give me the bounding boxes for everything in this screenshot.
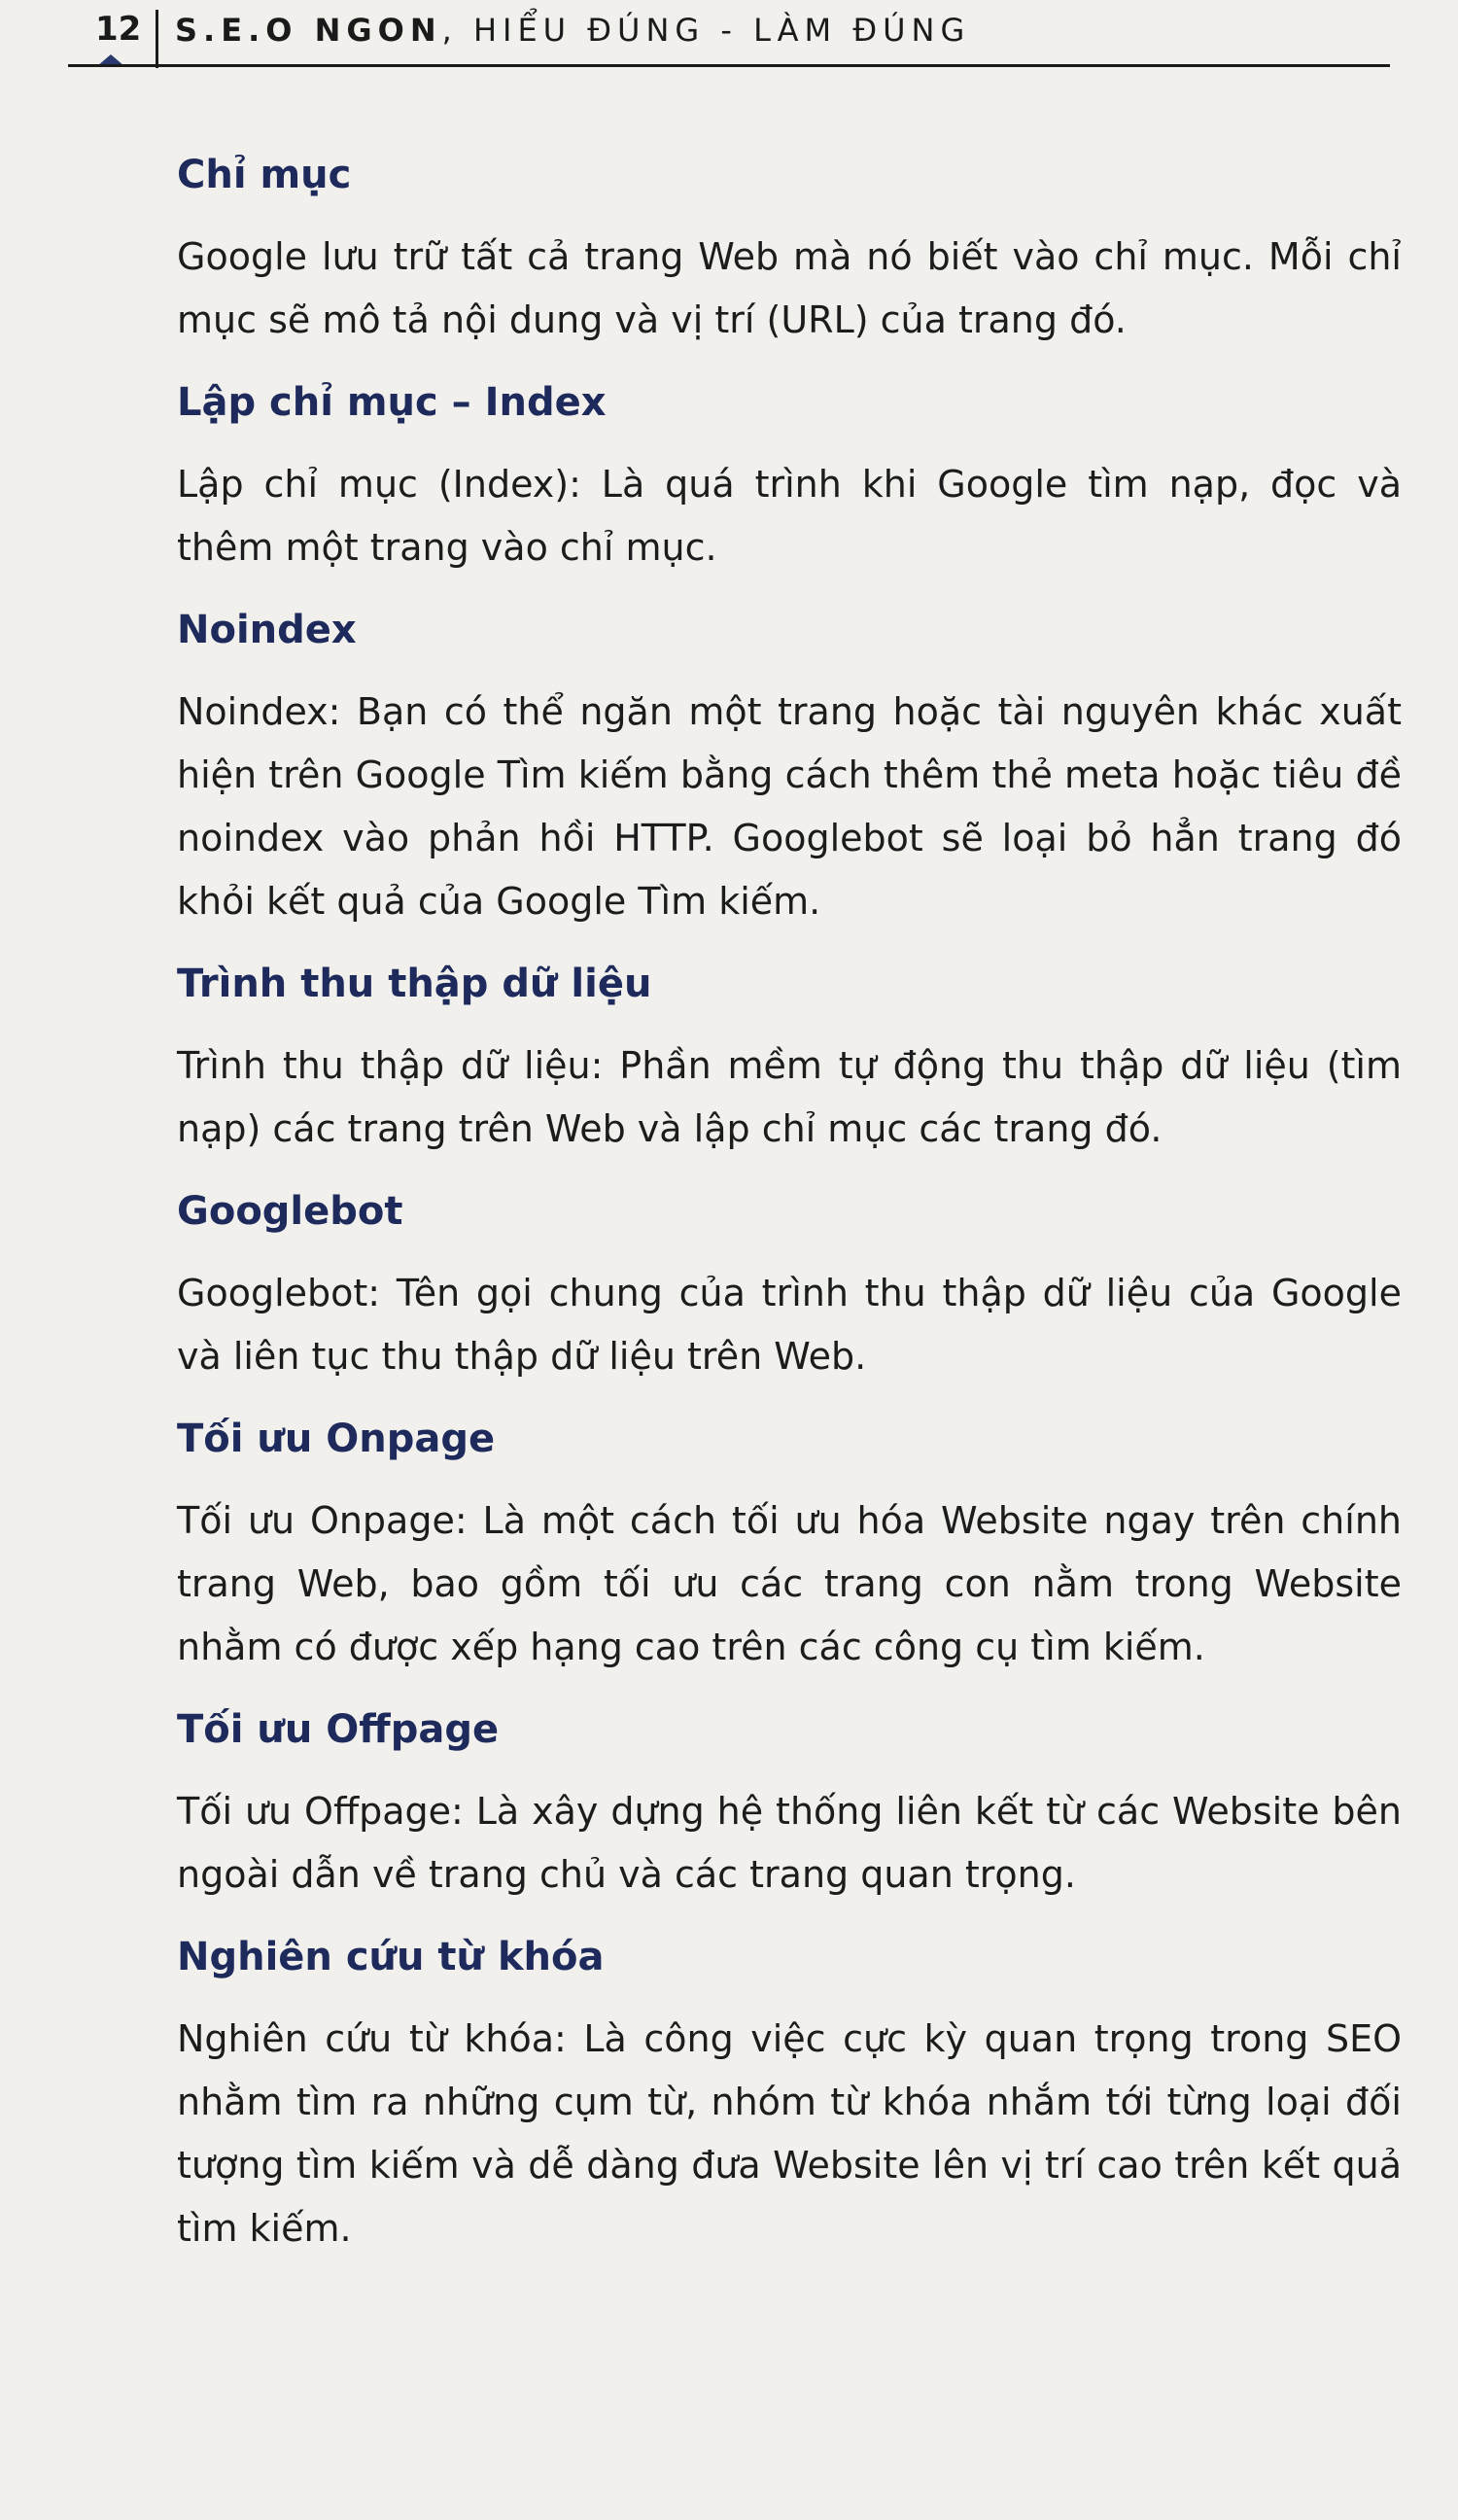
term-heading: Nghiên cứu từ khóa [177, 1935, 605, 1979]
term-heading: Chỉ mục [177, 153, 352, 197]
term-heading: Googlebot [177, 1189, 403, 1234]
term-heading: Tối ưu Offpage [177, 1707, 500, 1752]
header-rule [68, 64, 1390, 67]
running-title-subtitle: , HIỂU ĐÚNG - LÀM ĐÚNG [441, 12, 971, 49]
term-definition: Tối ưu Onpage: Là một cách tối ưu hóa Website ngay trên chính trang Web, bao gồm tối ưu các trang con nằm trong Website nhằm có được xếp hạng cao trên các công cụ tìm kiếm. [177, 1499, 1402, 1668]
term-heading: Noindex [177, 608, 357, 652]
page-number: 12 [95, 10, 142, 49]
term-definition: Nghiên cứu từ khóa: Là công việc cực kỳ quan trọng trong SEO nhằm tìm ra những cụm từ, nhóm từ khóa nhắm tới từng loại đối tượng tìm kiếm và dễ dàng đưa Website lên vị trí cao trên kết quả tìm kiếm. [177, 2017, 1402, 2250]
header-divider [156, 10, 158, 68]
glossary-entry-nghien-cuu-tu-khoa [177, 1928, 1402, 2260]
glossary-content [177, 146, 1402, 2282]
term-definition: Trình thu thập dữ liệu: Phần mềm tự động thu thập dữ liệu (tìm nạp) các trang trên Web và lập chỉ mục các trang đó. [177, 1044, 1402, 1150]
term-heading: Trình thu thập dữ liệu [177, 962, 652, 1006]
glossary-entry-noindex [177, 601, 1402, 933]
glossary-entry-lap-chi-muc [177, 373, 1402, 579]
glossary-entry-chi-muc [177, 146, 1402, 352]
term-definition: Lập chỉ mục (Index): Là quá trình khi Google tìm nạp, đọc và thêm một trang vào chỉ mục. [177, 463, 1402, 569]
page-header [0, 0, 1458, 78]
running-title [175, 12, 970, 49]
term-definition: Google lưu trữ tất cả trang Web mà nó biết vào chỉ mục. Mỗi chỉ mục sẽ mô tả nội dung và vị trí (URL) của trang đó. [177, 235, 1402, 341]
term-definition: Googlebot: Tên gọi chung của trình thu thập dữ liệu của Google và liên tục thu thập dữ liệu trên Web. [177, 1272, 1402, 1378]
glossary-entry-offpage [177, 1700, 1402, 1907]
glossary-entry-trinh-thu-thap [177, 955, 1402, 1161]
term-heading: Lập chỉ mục – Index [177, 380, 607, 425]
glossary-entry-googlebot [177, 1182, 1402, 1388]
term-heading: Tối ưu Onpage [177, 1417, 496, 1461]
running-title-brand: S.E.O NGON [175, 12, 442, 49]
term-definition: Tối ưu Offpage: Là xây dựng hệ thống liên kết từ các Website bên ngoài dẫn về trang chủ và các trang quan trọng. [177, 1790, 1402, 1896]
glossary-entry-onpage [177, 1410, 1402, 1679]
term-definition: Noindex: Bạn có thể ngăn một trang hoặc tài nguyên khác xuất hiện trên Google Tìm kiếm bằng cách thêm thẻ meta hoặc tiêu đề noindex vào phản hồi HTTP. Googlebot sẽ loại bỏ hẳn trang đó khỏi kết quả của Google Tìm kiếm. [177, 690, 1402, 923]
